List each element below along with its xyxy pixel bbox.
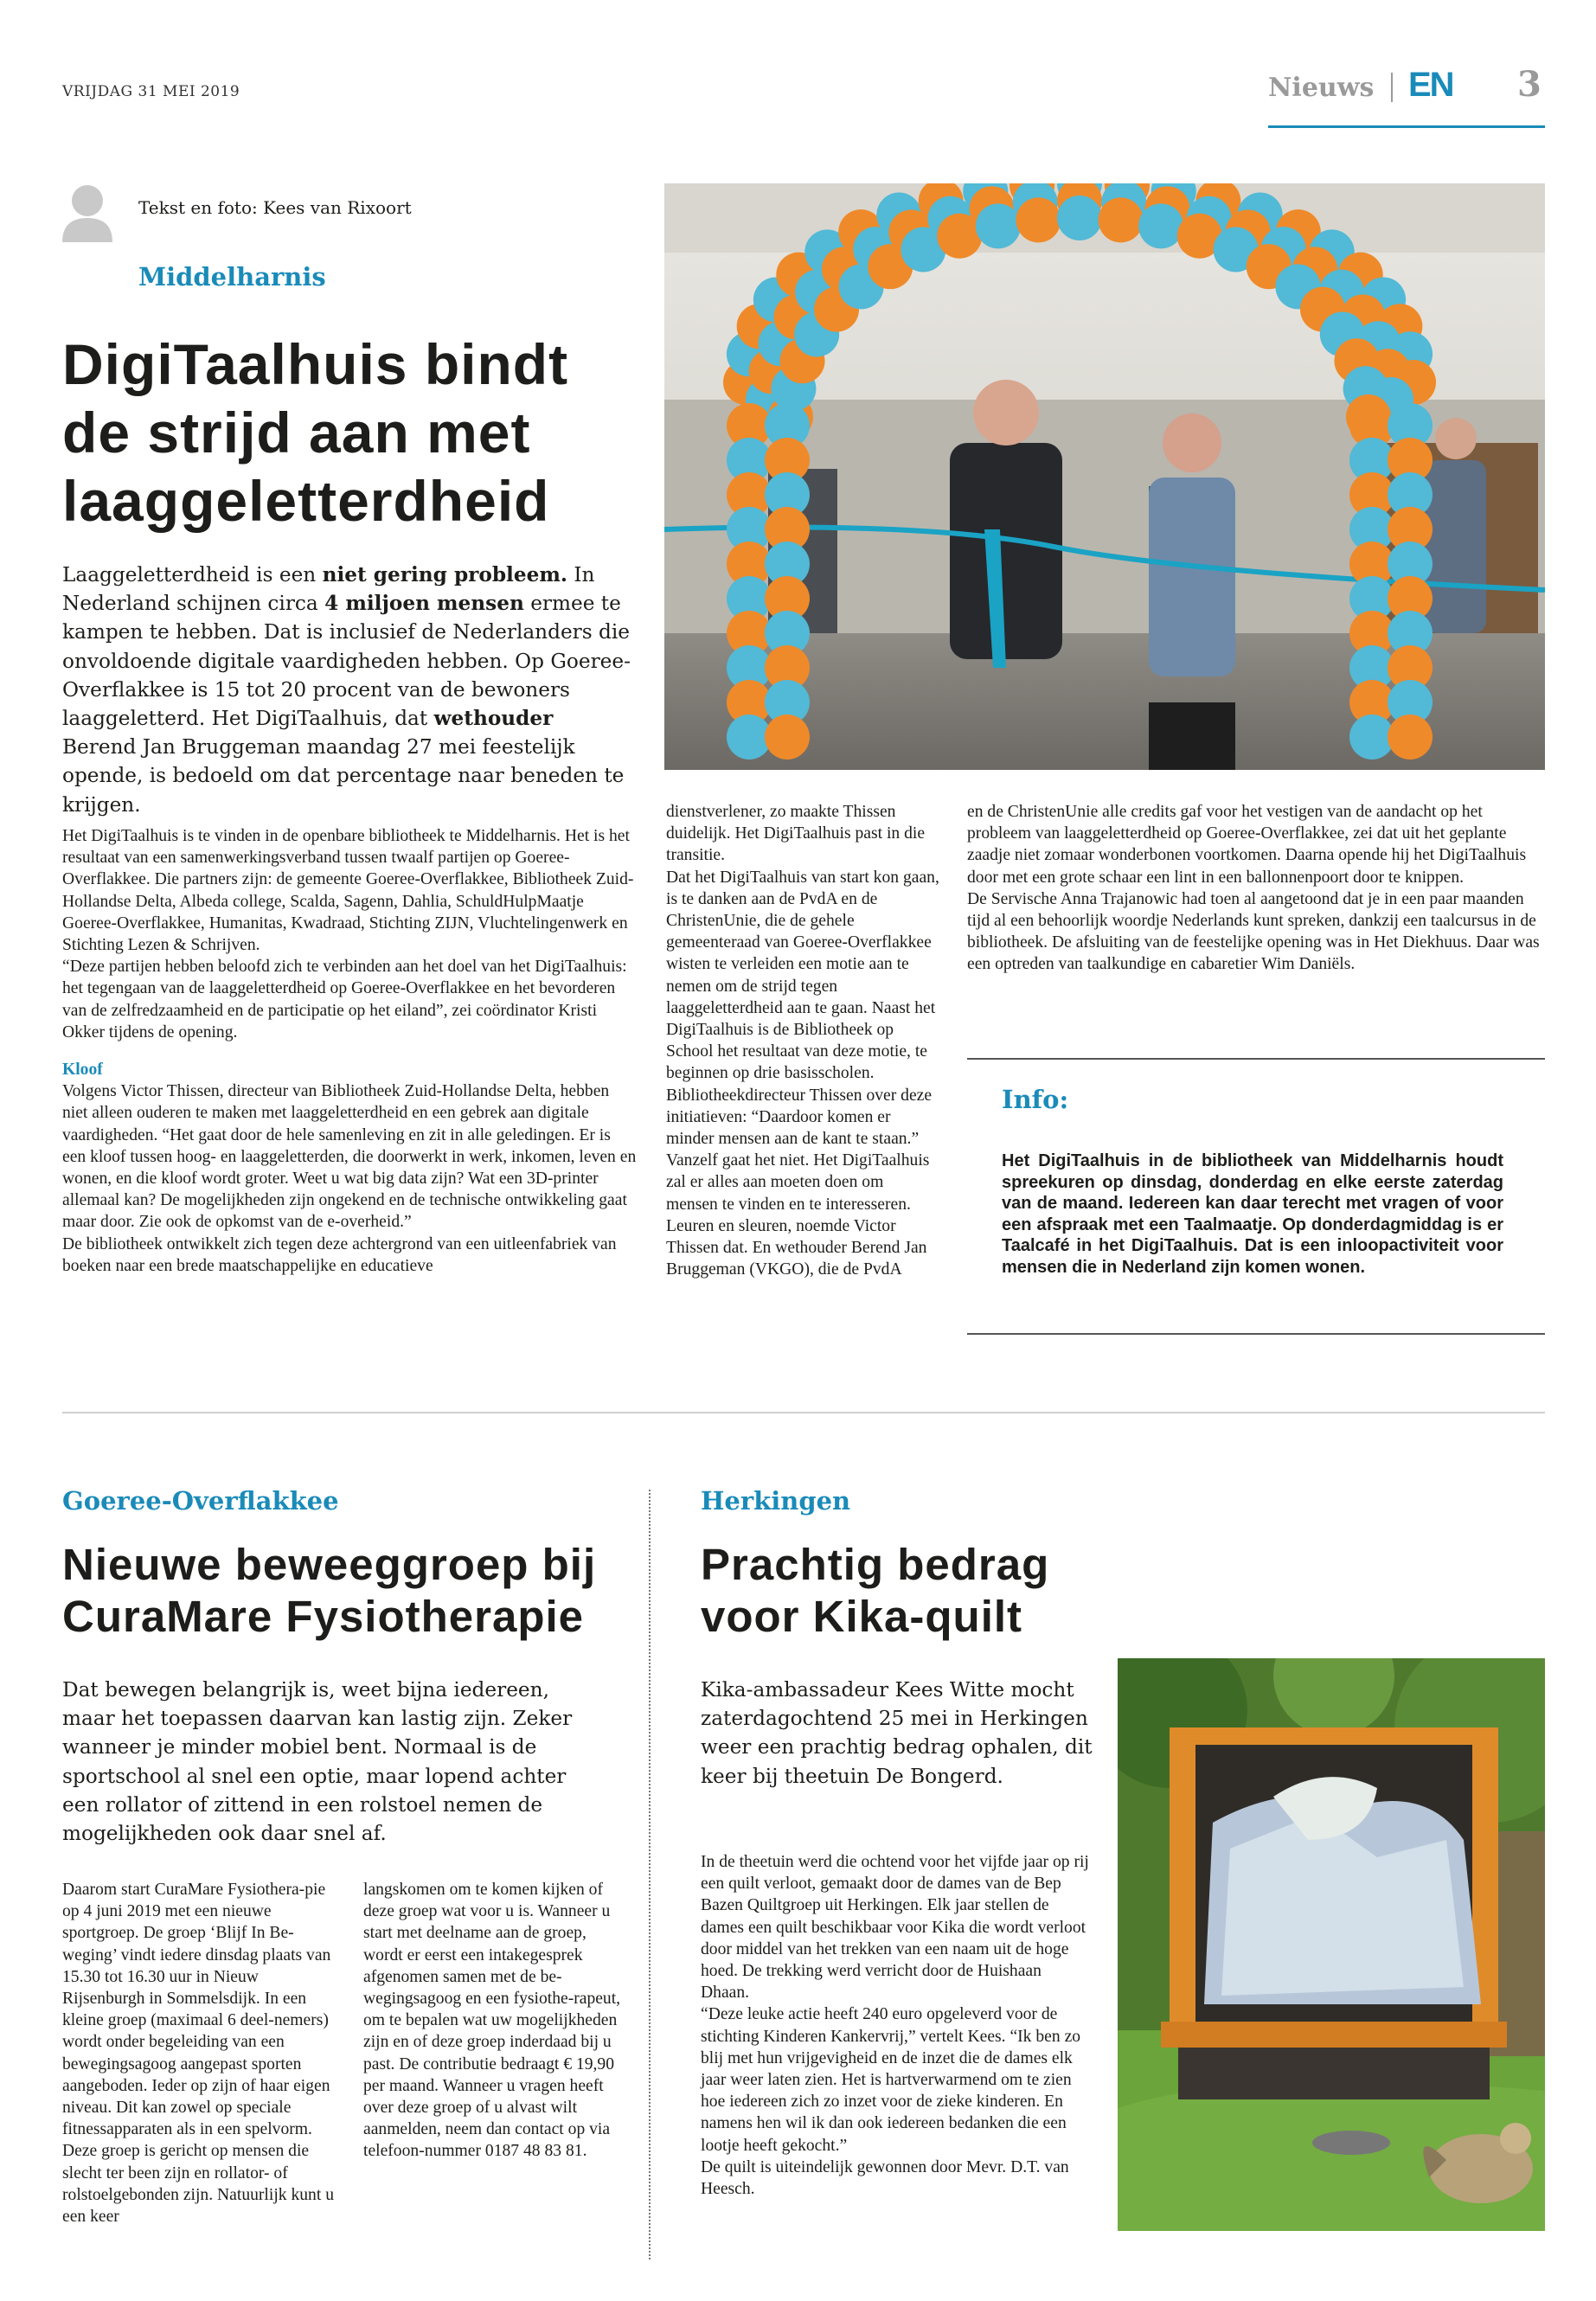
headline-line: DigiTaalhuis bindt: [62, 332, 569, 396]
article3-intro: Kika-ambassadeur Kees Witte mocht zaterdagochtend 25 mei in Herkingen weer een prachtig bedrag ophalen, dit keer bij theetuin De Bongerd.: [701, 1678, 1093, 1788]
headline-line: de strijd aan met: [62, 401, 531, 465]
quilt-van-photo: [1118, 1658, 1545, 2231]
article3-body: [701, 1851, 1090, 2200]
paragraph: Het DigiTaalhuis is te vinden in de openbare bibliotheek te Middelharnis. Het is het resultaat van een samenwerkingsverband tussen twaalf partijen op Goeree-Overflakkee. Die partners zijn: de gemeente Goeree-Overflakkee, Bibliotheek Zuid-Hollandse Delta, Albeda college, Scalda, Sagenn, Dahlia, SchuldHulpMaatje Goeree-Overflakkee, Humanitas, Kwadraad, Stichting ZIJN, Vluchtelingenwerk en Stichting Lezen & Schrijven.: [62, 827, 634, 955]
section-label: Nieuws: [1268, 73, 1375, 103]
column-divider-dotted: [649, 1490, 651, 2259]
intro-text: Berend Jan Bruggeman maandag 27 mei feestelijk opende, is bedoeld om dat percentage naar beneden te krijgen.: [62, 735, 625, 817]
paragraph: Volgens Victor Thissen, directeur van Bibliotheek Zuid-Hollandse Delta, hebben niet alleen ouderen te maken met laaggeletterdheid en een gebrek aan digitale vaardigheden. “Het gaat door de hele samenleving en zit in alle geledingen. Er is een kloof tussen hoog- en laaggeletterden, die doorwerkt in werk, inkomen, leven en wonen, en die kloof wordt groter. Weet u wat big data zijn? Wat een 3D-printer allemaal kan? De mogelijkheden zijn ongekend en de technische ontwikkeling gaat maar door. Zie ook de opkomst van de e-overheid.”: [62, 1082, 637, 1232]
byline: Tekst en foto: Kees van Rixoort: [138, 197, 412, 218]
issue-date: VRIJDAG 31 MEI 2019: [62, 83, 240, 100]
paragraph: “Deze partijen hebben beloofd zich te verbinden aan het doel van het DigiTaalhuis: het tegengaan van de laaggeletterdheid op Goeree-Overflakkee en het bevorderen van de zelfredzaamheid en de participatie op het eiland”, zei coördinator Kristi Okker tijdens de opening.: [62, 958, 627, 1042]
paragraph: “Deze leuke actie heeft 240 euro opgeleverd voor de stichting Kinderen Kankervrij,” vertelt Kees. “Ik ben zo blij met hun vrijgevigheid en de inzet die de dames elk jaar weer laten zien. Het is hartverwarmend om te zien hoe iedereen zich zo inzet voor de zieke kinderen. En namens hen wil ik dan ook iedereen bedanken die een lootje heeft gekocht.”: [701, 2005, 1081, 2155]
article2-intro: Dat bewegen belangrijk is, weet bijna iedereen, maar het toepassen daarvan kan lastig zijn. Zeker wanneer je minder mobiel bent. Normaal is de sportschool al snel een optie, maar lopend achter een rollator of zittend in een rolstoel nemen de mogelijkheden ook daar snel af.: [62, 1678, 573, 1846]
info-title: Info:: [1002, 1085, 1069, 1114]
paragraph: dienstverlener, zo maakte Thissen duidelijk. Het DigiTaalhuis past in die transitie.: [666, 803, 926, 865]
header-rule: [1268, 125, 1545, 128]
intro-bold: niet gering probleem.: [322, 563, 567, 586]
paragraph: Bibliotheekdirecteur Thissen over deze initiatieven: “Daardoor komen er minder mensen aan de kant te staan.”: [666, 1086, 933, 1149]
article3-kicker: Herkingen: [701, 1486, 851, 1516]
paragraph: De Servische Anna Trajanowic had toen al aangetoond dat je in een paar maanden tijd al een behoorlijk woordje Nederlands kunt spreken, dankzij een taalcursus in de bibliotheek. De afsluiting van de feestelijke opening was in Het Diekhuus. Daar was een optreden van taalkundige en cabaretier Wim Daniëls.: [967, 889, 1540, 974]
article2-column-1: Daarom start CuraMare Fysiothera-pie op 4 juni 2019 met een nieuwe sportgroep. De groep ‘Blijf In Be-weging’ vindt iedere dinsdag plaats van 15.30 tot 16.30 uur in Nieuw Rijsenburgh in Sommelsdijk. In een kleine groep (maximaal 6 deel-nemers) wordt onder begeleiding van een bewegingsagoog aangepast sporten aangeboden. Ieder op zijn of haar eigen niveau. Dit kan zowel op speciale fitnessapparaten als in een spelvorm. Deze groep is gericht op mensen die slecht ter been zijn en rollator- of rolstoelgebonden zijn. Natuurlijk kunt u een keer: [62, 1881, 334, 2227]
info-top-rule: [967, 1058, 1545, 1060]
balloon: [1388, 715, 1433, 760]
paragraph: In de theetuin werd die ochtend voor het vijfde jaar op rij een quilt verloot, gemaakt door de dames van de Bep Bazen Quiltgroep uit Herkingen. Elk jaar stellen de dames een quilt beschikbaar voor Kika die wordt verloot door middel van het trekken van een naam uit de hoge hoed. De trekking werd verricht door de Huishaan Dhaan.: [701, 1853, 1089, 2003]
headline-line: voor Kika-quilt: [701, 1592, 1023, 1641]
paragraph: Dat het DigiTaalhuis van start kon gaan, is te danken aan de PvdA en de ChristenUnie, die de gehele gemeenteraad van Goeree-Overflakkee wisten te verleiden een motie aan te nemen om de strijd tegen laaggeletterdheid aan te gaan. Naast het DigiTaalhuis is de Bibliotheek op School het resultaat van deze motie, te beginnen op drie basisscholen.: [666, 868, 939, 1083]
intro-text: Laaggeletterdheid is een: [62, 563, 323, 586]
balloon: [976, 203, 1021, 248]
balloon: [1099, 197, 1144, 242]
intro-text: ermee te kampen te hebben. Dat is inclusief de Nederlanders die onvoldoende digitale vaardigheden hebben. Op Goeree-Overflakkee is 15 tot 20 procent van de bewoners laaggeletterd. Het DigiTaalhuis, dat: [62, 592, 631, 731]
article1-column-3: [967, 801, 1545, 976]
subheading: Kloof: [62, 1061, 103, 1080]
section-separator: [1391, 73, 1393, 102]
article1-column-1: [62, 825, 638, 1277]
balloon: [1138, 203, 1183, 248]
article2-column-2: langskomen om te komen kijken of deze groep wat voor u is. Wanneer u start met deelname aan de groep, wordt er eerst een intakegesprek afgenomen samen met de be-wegingsagoog en een fysiothe-rapeut, om te bepalen wat uw mogelijkheden zijn en of deze groep inderdaad bij u past. De contributie bedraagt € 19,90 per maand. Wanneer u vragen heeft over deze groep of u alvast wilt aanmelden, neem dan contact op via telefoon-nummer 0187 48 83 81.: [363, 1881, 621, 2161]
page-number: 3: [1517, 64, 1542, 105]
paragraph: De quilt is uiteindelijk gewonnen door Mevr. D.T. van Heesch.: [701, 2157, 1069, 2199]
newspaper-logo: EN: [1408, 66, 1453, 104]
article1-column-2: [666, 801, 939, 1280]
headline-line: laaggeletterdheid: [62, 469, 550, 533]
info-text: Het DigiTaalhuis in de bibliotheek van Middelharnis houdt spreekuren op dinsdag, donderdag en elke eerste zaterdag van de maand. Iedereen kan daar terecht met vragen of voor een afspraak met een Taalmaatje. Op donderdagmiddag is er Taalcafé in het DigiTaalhuis. Dat is een inloopactiviteit voor mensen die in Nederland zijn komen wonen.: [1002, 1151, 1503, 1277]
paragraph: De bibliotheek ontwikkelt zich tegen deze achtergrond van een uitleenfabriek van boeken naar een brede maatschappelijke en educatieve: [62, 1234, 617, 1275]
intro-bold: wethouder: [433, 707, 554, 731]
info-bottom-rule: [967, 1333, 1545, 1335]
article1-kicker: Middelharnis: [138, 262, 326, 292]
section-divider: [62, 1412, 1545, 1413]
intro-bold: 4 miljoen mensen: [324, 592, 524, 616]
paragraph: en de ChristenUnie alle credits gaf voor het vestigen van de aandacht op het probleem van laaggeletterdheid op Goeree-Overflakkee, zei dat uit het geplante zaadje niet zomaar wonderbonen voortkomen. Daarna opende hij het DigiTaalhuis door met een grote schaar een lint in een ballonnenpoort door te knippen.: [967, 803, 1527, 887]
balloon-arch-photo: [664, 183, 1545, 770]
balloon: [1016, 197, 1061, 242]
article2-kicker: Goeree-Overflakkee: [62, 1486, 339, 1516]
headline-line: Prachtig bedrag: [701, 1540, 1050, 1589]
article3-headline: [701, 1539, 1049, 1643]
balloon: [765, 715, 810, 760]
intro-text: In Nederland schijnen circa: [62, 563, 595, 616]
article1-headline: [62, 330, 568, 535]
paragraph: Vanzelf gaat het niet. Het DigiTaalhuis zal er alles aan moeten doen om mensen te vinden en te interesseren. Leuren en sleuren, noemde Victor Thissen dat. En wethouder Berend Jan Bruggeman (VKGO), die de PvdA: [666, 1151, 930, 1279]
headline-line: CuraMare Fysiotherapie: [62, 1592, 585, 1641]
article2-headline: [62, 1539, 596, 1643]
article1-intro: [62, 561, 633, 819]
headline-line: Nieuwe beweeggroep bij: [62, 1540, 597, 1589]
author-avatar-icon: [62, 183, 112, 242]
balloon: [1057, 195, 1102, 240]
